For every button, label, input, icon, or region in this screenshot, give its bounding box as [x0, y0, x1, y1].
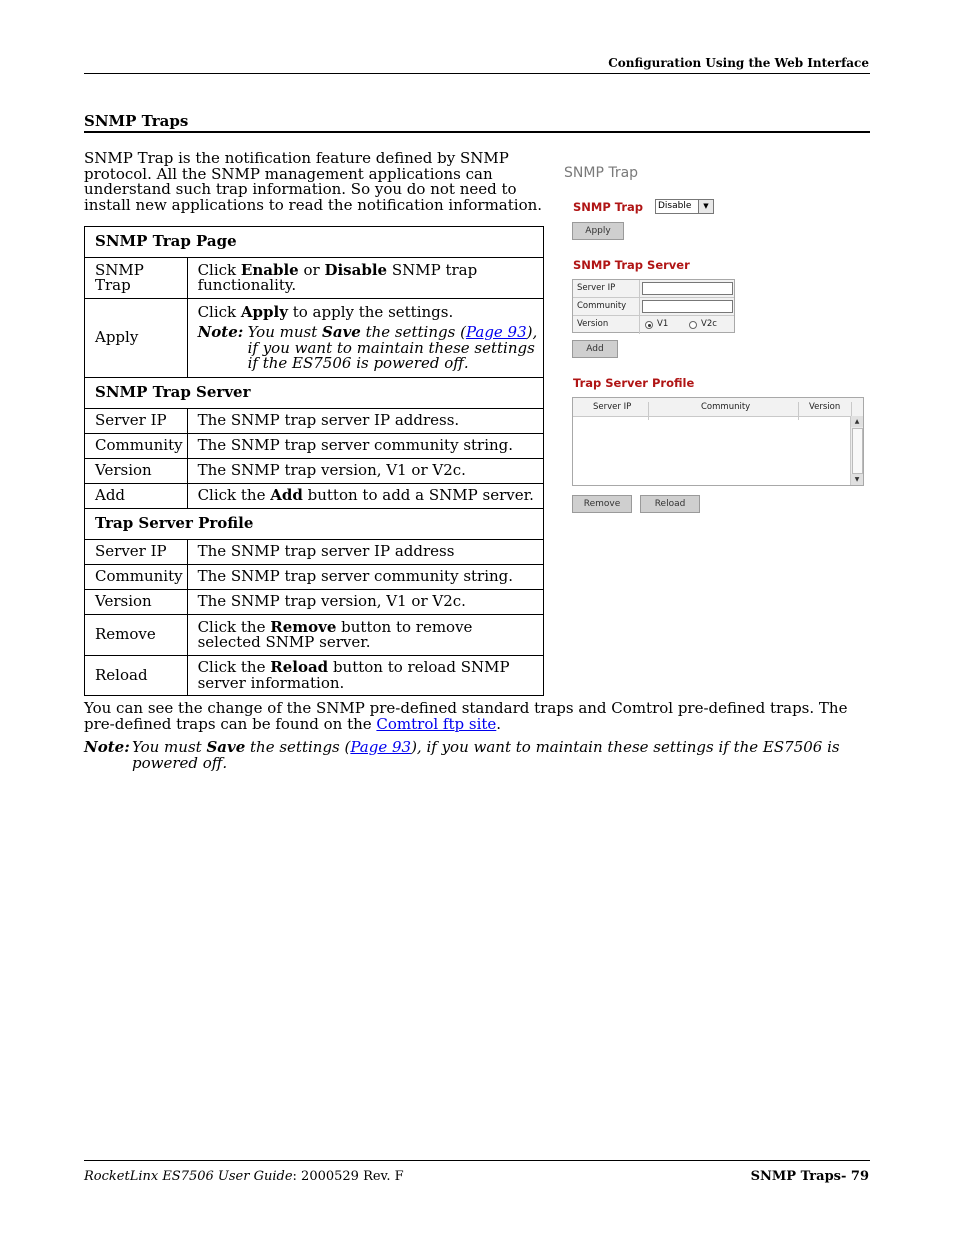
- section-rule: [84, 131, 870, 133]
- table-row-label: Add: [85, 484, 188, 509]
- page-93-link[interactable]: Page 93: [350, 738, 412, 756]
- chevron-down-icon: ▼: [698, 200, 713, 213]
- scroll-up-icon[interactable]: ▲: [851, 416, 863, 427]
- community-label: Community: [577, 301, 627, 311]
- table-section-heading: Trap Server Profile: [85, 509, 544, 540]
- trap-server-profile-list[interactable]: [572, 397, 864, 486]
- apply-button[interactable]: Apply: [572, 222, 624, 240]
- ui-trap-server-heading: SNMP Trap Server: [573, 258, 690, 272]
- add-button[interactable]: Add: [572, 340, 618, 358]
- column-version: Version: [809, 402, 841, 412]
- table-row-desc: The SNMP trap server community string.: [187, 434, 543, 459]
- version-label: Version: [577, 319, 609, 329]
- table-row-desc: The SNMP trap version, V1 or V2c.: [187, 590, 543, 615]
- table-row-desc: Click Enable or Disable SNMP trap functionality.: [187, 258, 543, 299]
- version-v2c-label: V2c: [701, 319, 717, 329]
- table-row-label: SNMP Trap: [85, 258, 188, 299]
- note: Note: You must Save the settings (Page 93), if you want to maintain these settings if the ES7506 is powered off.: [84, 738, 840, 772]
- server-ip-input[interactable]: [642, 282, 733, 295]
- profile-list-scrollbar[interactable]: [850, 416, 863, 485]
- table-row-desc: Click the Add button to add a SNMP server.: [187, 484, 543, 509]
- header-rule: [84, 73, 870, 74]
- footer-page-number: SNMP Traps- 79: [750, 1169, 869, 1184]
- page-93-link[interactable]: Page 93: [465, 323, 527, 341]
- table-row-desc: The SNMP trap version, V1 or V2c.: [187, 459, 543, 484]
- table-row-desc: Click Apply to apply the settings. Note: You must Save the settings (Page 93), if you want to maintain these settings if the ES7506 is powered off.: [187, 299, 543, 378]
- version-v1-radio[interactable]: [645, 321, 653, 329]
- community-input[interactable]: [642, 300, 733, 313]
- comtrol-ftp-link[interactable]: Comtrol ftp site: [376, 714, 497, 733]
- table-row-desc: Click the Reload button to reload SNMP server information.: [187, 656, 543, 696]
- table-row-desc: The SNMP trap server community string.: [187, 565, 543, 590]
- table-row-label: Version: [85, 459, 188, 484]
- table-row-desc: The SNMP trap server IP address.: [187, 409, 543, 434]
- snmp-trap-description-table: [84, 226, 544, 696]
- version-v2c-radio[interactable]: [689, 321, 697, 329]
- intro-paragraph: SNMP Trap is the notification feature defined by SNMP protocol. All the SNMP management applications can understand such trap information. So you do not need to install new applications to read the notification information.: [84, 149, 543, 214]
- column-server-ip: Server IP: [593, 402, 632, 412]
- table-row-label: Remove: [85, 615, 188, 656]
- traps-paragraph: You can see the change of the SNMP pre-defined standard traps and Comtrol pre-defined traps. The pre-defined traps can be found on the Comtrol ftp site.: [84, 699, 848, 733]
- note: Note: You must Save the settings (Page 93), if you want to maintain these settings if the ES7506 is powered off.: [197, 323, 538, 372]
- remove-button[interactable]: Remove: [572, 495, 632, 513]
- snmp-trap-select[interactable]: Disable ▼: [655, 199, 714, 214]
- trap-server-form: [572, 279, 735, 333]
- ui-page-title: SNMP Trap: [564, 165, 639, 181]
- footer-rule: [84, 1160, 870, 1161]
- column-community: Community: [701, 402, 751, 412]
- chapter-header: Configuration Using the Web Interface: [608, 56, 869, 70]
- table-row-label: Reload: [85, 656, 188, 696]
- section-title: SNMP Traps: [84, 112, 189, 130]
- table-row-label: Community: [85, 434, 188, 459]
- table-row-label: Community: [85, 565, 188, 590]
- table-row-desc: Click the Remove button to remove selected SNMP server.: [187, 615, 543, 656]
- reload-button[interactable]: Reload: [640, 495, 700, 513]
- table-row-label: Version: [85, 590, 188, 615]
- table-row-desc: The SNMP trap server IP address: [187, 540, 543, 565]
- table-row-label: Server IP: [85, 540, 188, 565]
- footer-doc-info: RocketLinx ES7506 User Guide: 2000529 Rev. F: [84, 1169, 404, 1184]
- server-ip-label: Server IP: [577, 283, 616, 293]
- table-row-label: Apply: [85, 299, 188, 378]
- table-row-label: Server IP: [85, 409, 188, 434]
- table-section-heading: SNMP Trap Server: [85, 378, 544, 409]
- version-v1-label: V1: [657, 319, 669, 329]
- ui-trap-profile-heading: Trap Server Profile: [573, 376, 695, 390]
- scroll-down-icon[interactable]: ▼: [851, 474, 863, 485]
- table-section-heading: SNMP Trap Page: [85, 227, 544, 258]
- ui-snmp-trap-label: SNMP Trap: [573, 200, 644, 214]
